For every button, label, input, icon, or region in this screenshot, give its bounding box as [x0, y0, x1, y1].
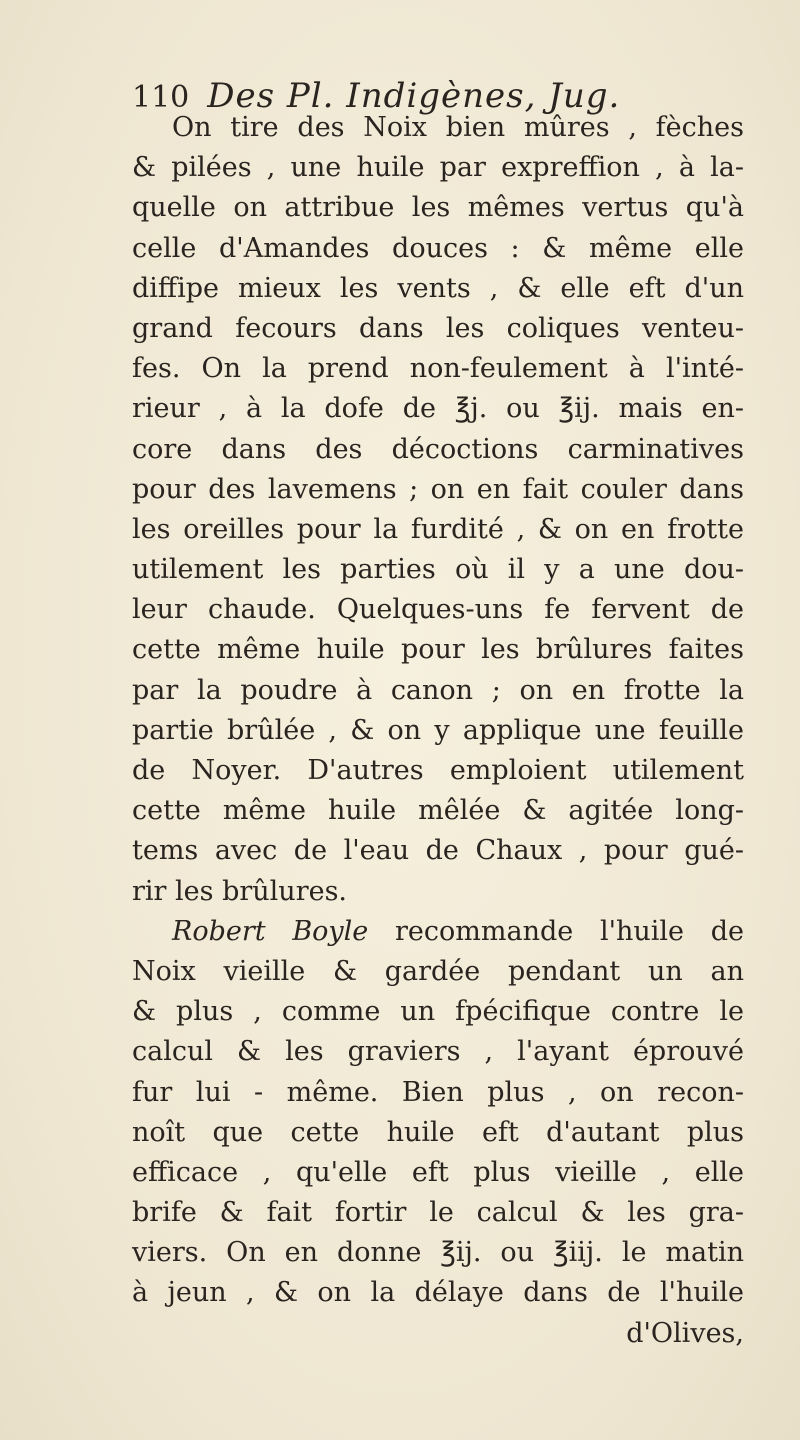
text-line: à jeun , & on la délaye dans de l'huile — [132, 1277, 744, 1309]
text-line: celle d'Amandes douces : & même elle — [132, 232, 744, 264]
text-line: efficace , qu'elle eft plus vieille , elle — [132, 1156, 744, 1188]
text-line: tems avec de l'eau de Chaux , pour gué- — [132, 835, 744, 867]
text-line: rir les brûlures. — [132, 875, 348, 907]
text-line: core dans des décoctions carminatives — [132, 433, 744, 465]
text-line: calcul & les graviers , l'ayant éprouvé — [132, 1036, 744, 1068]
text-fragment: recommande l'huile de — [368, 915, 745, 947]
text-line: diffipe mieux les vents , & elle eft d'un — [132, 272, 744, 304]
text-line: rieur , à la dofe de ℥j. ou ℥ij. mais en- — [132, 393, 744, 425]
author-name: Robert Boyle — [172, 915, 369, 947]
catchword: d'Olives, — [626, 1317, 744, 1349]
text-line: cette même huile pour les brûlures faites — [132, 634, 744, 666]
text-line: fur lui - même. Bien plus , on recon- — [132, 1076, 744, 1108]
text-line: fes. On la prend non-feulement à l'inté- — [132, 353, 744, 385]
text-line: viers. On en donne ℥ij. ou ℥iij. le matin — [132, 1237, 744, 1269]
text-line: cette même huile mêlée & agitée long- — [132, 795, 744, 827]
text-line: de Noyer. D'autres emploient utilement — [132, 755, 744, 786]
text-line: leur chaude. Quelques-uns fe fervent de — [132, 594, 744, 626]
text-line: les oreilles pour la furdité , & on en frotte — [132, 513, 744, 545]
text-line: brife & fait fortir le calcul & les gra- — [132, 1197, 744, 1229]
text-line — [132, 912, 744, 952]
text-line: par la poudre à canon ; on en frotte la — [132, 674, 744, 706]
text-line: On tire des Noix bien mûres , fèches — [172, 112, 744, 143]
text-line: utilement les parties où il y a une dou- — [132, 554, 744, 586]
text-line: grand fecours dans les coliques venteu- — [132, 312, 744, 344]
text-line: pour des lavemens ; on en fait couler dans — [132, 473, 744, 505]
text-line: & plus , comme un fpécifique contre le — [132, 996, 744, 1028]
text-line: & pilées , une huile par expreffion , à la- — [132, 152, 744, 184]
text-line: partie brûlée , & on y applique une feuille — [132, 714, 744, 746]
text-line: noît que cette huile eft d'autant plus — [132, 1116, 744, 1148]
text-line: quelle on attribue les mêmes vertus qu'à — [132, 192, 744, 224]
page-number: 110 — [132, 80, 190, 115]
text-line: Noix vieille & gardée pendant un an — [132, 955, 744, 987]
running-title: Des Pl. Indigènes, Jug. — [207, 76, 621, 116]
body-text — [132, 108, 744, 1354]
